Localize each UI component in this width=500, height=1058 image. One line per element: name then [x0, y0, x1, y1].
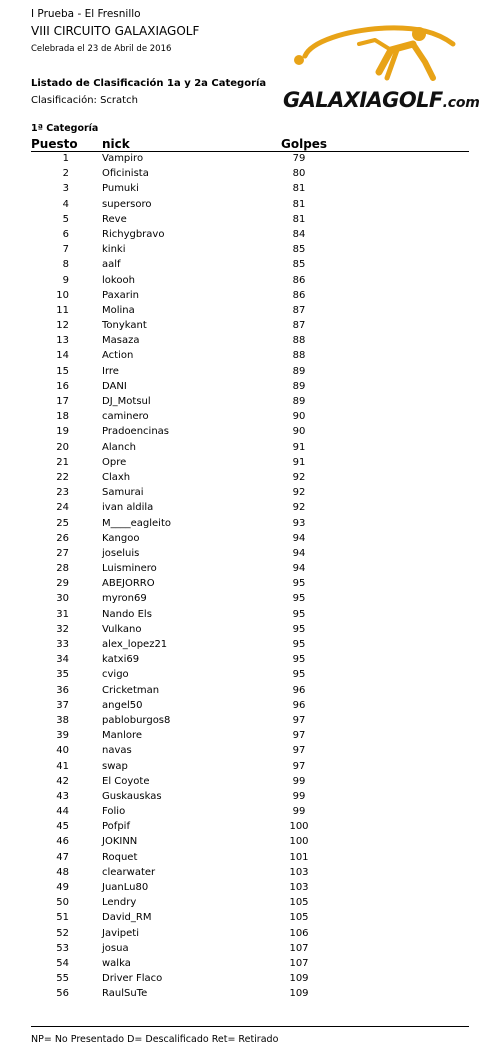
column-header-nick: nick [102, 137, 130, 151]
strokes-cell: 87 [292, 320, 306, 332]
position-cell: 11 [56, 304, 69, 316]
strokes-cell: 95 [292, 639, 306, 650]
nick-cell: Claxh [102, 471, 131, 483]
strokes-cell: 86 [292, 274, 306, 286]
listing-title: Listado de Clasificación 1a y 2a Categoría [31, 78, 267, 89]
table-row [0, 274, 500, 289]
position-cell: 28 [56, 563, 69, 575]
position-cell: 8 [62, 259, 69, 271]
position-cell: 33 [56, 639, 69, 650]
table-row [0, 653, 500, 668]
position-cell: 26 [56, 532, 69, 544]
table-row [0, 592, 500, 607]
table-row [0, 258, 500, 273]
table-row [0, 471, 500, 486]
nick-cell: Manlore [102, 730, 143, 742]
strokes-cell: 81 [292, 198, 306, 210]
golfer-swing-icon [275, 14, 485, 94]
position-cell: 48 [56, 866, 69, 878]
nick-cell: Richygbravo [102, 228, 165, 240]
table-row [0, 198, 500, 213]
nick-cell: cvigo [102, 669, 129, 681]
nick-cell: Vampiro [102, 153, 144, 164]
position-cell: 47 [56, 851, 69, 863]
strokes-cell: 91 [292, 441, 306, 453]
strokes-cell: 103 [289, 866, 309, 878]
position-cell: 9 [62, 274, 69, 286]
strokes-cell: 95 [292, 654, 306, 666]
position-cell: 10 [56, 289, 69, 301]
table-row [0, 775, 500, 790]
table-row [0, 441, 500, 456]
table-row [0, 167, 500, 182]
nick-cell: Molina [102, 304, 135, 316]
strokes-cell: 80 [292, 168, 306, 180]
table-row [0, 395, 500, 410]
table-row [0, 820, 500, 835]
position-cell: 25 [56, 517, 69, 529]
position-cell: 51 [56, 912, 69, 924]
position-cell: 38 [56, 714, 69, 726]
nick-cell: Samurai [102, 487, 144, 499]
position-cell: 2 [62, 168, 69, 180]
table-row [0, 866, 500, 881]
strokes-cell: 105 [289, 912, 309, 924]
table-row [0, 334, 500, 349]
strokes-cell: 90 [292, 426, 306, 438]
galaxiagolf-logo [275, 14, 485, 114]
strokes-cell: 92 [292, 487, 306, 499]
strokes-cell: 89 [292, 380, 306, 392]
strokes-cell: 88 [292, 350, 306, 362]
position-cell: 30 [56, 593, 69, 605]
table-row [0, 243, 500, 258]
strokes-cell: 95 [292, 593, 306, 605]
nick-cell: Vulkano [102, 623, 142, 635]
table-row [0, 517, 500, 532]
strokes-cell: 106 [289, 927, 309, 939]
position-cell: 49 [56, 882, 69, 893]
table-row [0, 623, 500, 638]
column-header-strokes: Golpes [281, 137, 328, 151]
nick-cell: angel50 [102, 699, 143, 711]
strokes-cell: 81 [292, 213, 306, 225]
column-header-position: Puesto [31, 137, 78, 151]
nick-cell: Kangoo [102, 532, 140, 544]
strokes-cell: 94 [292, 563, 306, 575]
table-row [0, 835, 500, 850]
strokes-cell: 94 [292, 532, 306, 544]
strokes-cell: 107 [289, 957, 309, 969]
event-date: Celebrada el 23 de Abril de 2016 [31, 44, 172, 54]
table-row [0, 972, 500, 987]
nick-cell: Reve [102, 213, 127, 225]
strokes-cell: 96 [292, 684, 306, 696]
nick-cell: M____eagleito [102, 517, 172, 529]
nick-cell: joseluis [102, 547, 140, 559]
table-row [0, 760, 500, 775]
strokes-cell: 97 [292, 760, 306, 772]
table-row [0, 289, 500, 304]
nick-cell: David_RM [102, 912, 152, 924]
position-cell: 16 [56, 380, 69, 392]
position-cell: 36 [56, 684, 69, 696]
nick-cell: JOKINN [102, 836, 138, 848]
nick-cell: DJ_Motsul [102, 396, 151, 407]
strokes-cell: 95 [292, 608, 306, 620]
strokes-cell: 94 [292, 547, 306, 559]
position-cell: 45 [56, 821, 69, 833]
table-row [0, 456, 500, 471]
position-cell: 27 [56, 547, 69, 559]
nick-cell: navas [102, 745, 132, 757]
position-cell: 3 [62, 183, 69, 195]
position-cell: 4 [62, 198, 69, 210]
position-cell: 40 [56, 745, 69, 757]
nick-cell: kinki [102, 244, 126, 256]
strokes-cell: 100 [289, 836, 309, 848]
nick-cell: ivan aldila [102, 502, 154, 514]
table-row [0, 881, 500, 896]
position-cell: 35 [56, 669, 69, 681]
strokes-cell: 90 [292, 411, 306, 423]
position-cell: 55 [56, 973, 69, 985]
position-cell: 21 [56, 456, 69, 468]
table-row [0, 699, 500, 714]
table-row [0, 349, 500, 364]
strokes-cell: 95 [292, 623, 306, 635]
table-row [0, 213, 500, 228]
nick-cell: El Coyote [102, 775, 150, 787]
position-cell: 56 [56, 988, 69, 1000]
strokes-cell: 84 [292, 228, 306, 240]
table-row [0, 957, 500, 972]
strokes-cell: 97 [292, 745, 306, 757]
position-cell: 54 [56, 957, 69, 969]
strokes-cell: 109 [289, 973, 309, 985]
nick-cell: Opre [102, 456, 127, 468]
strokes-cell: 89 [292, 365, 306, 377]
nick-cell: caminero [102, 411, 149, 423]
strokes-cell: 96 [292, 699, 306, 711]
table-row [0, 927, 500, 942]
nick-cell: Javipeti [102, 927, 139, 939]
nick-cell: Guskauskas [102, 790, 162, 802]
table-row [0, 425, 500, 440]
strokes-cell: 105 [289, 897, 309, 909]
nick-cell: Action [102, 350, 134, 362]
strokes-cell: 88 [292, 335, 306, 347]
nick-cell: aalf [102, 259, 121, 271]
legend: NP= No Presentado D= Descalificado Ret= Retirado [31, 1034, 279, 1045]
strokes-cell: 109 [289, 988, 309, 1000]
table-row [0, 410, 500, 425]
position-cell: 15 [56, 365, 69, 377]
footer-divider [31, 1026, 469, 1027]
nick-cell: Cricketman [102, 684, 160, 696]
classification-table [0, 152, 500, 1003]
nick-cell: Tonykant [102, 320, 147, 332]
nick-cell: Paxarin [102, 289, 139, 301]
position-cell: 31 [56, 608, 69, 620]
nick-cell: josua [102, 942, 129, 954]
table-row [0, 896, 500, 911]
table-row [0, 638, 500, 653]
position-cell: 44 [56, 806, 69, 818]
position-cell: 18 [56, 411, 69, 423]
table-row [0, 851, 500, 866]
table-row [0, 562, 500, 577]
table-row [0, 486, 500, 501]
table-row [0, 380, 500, 395]
strokes-cell: 93 [292, 517, 306, 529]
nick-cell: Irre [102, 365, 119, 377]
strokes-cell: 91 [292, 456, 306, 468]
nick-cell: Oficinista [102, 168, 149, 180]
classification-type: Clasificación: Scratch [31, 95, 138, 106]
strokes-cell: 86 [292, 289, 306, 301]
nick-cell: JuanLu80 [102, 882, 149, 893]
strokes-cell: 99 [292, 806, 306, 818]
position-cell: 5 [62, 213, 69, 225]
event-name: I Prueba - El Fresnillo [31, 8, 141, 20]
nick-cell: supersoro [102, 198, 152, 210]
table-row [0, 152, 500, 167]
position-cell: 46 [56, 836, 69, 848]
table-row [0, 942, 500, 957]
table-row [0, 365, 500, 380]
table-row [0, 319, 500, 334]
table-row [0, 790, 500, 805]
nick-cell: clearwater [102, 866, 156, 878]
nick-cell: katxi69 [102, 654, 140, 666]
table-row [0, 228, 500, 243]
nick-cell: myron69 [102, 593, 147, 605]
position-cell: 20 [56, 441, 69, 453]
nick-cell: Pofpif [102, 821, 130, 833]
nick-cell: Nando Els [102, 608, 152, 620]
position-cell: 7 [62, 244, 69, 256]
strokes-cell: 89 [292, 396, 306, 407]
nick-cell: Pumuki [102, 183, 139, 195]
strokes-cell: 85 [292, 244, 306, 256]
nick-cell: Luisminero [102, 563, 157, 575]
position-cell: 37 [56, 699, 69, 711]
strokes-cell: 92 [292, 471, 306, 483]
table-row [0, 714, 500, 729]
strokes-cell: 107 [289, 942, 309, 954]
table-row [0, 744, 500, 759]
position-cell: 13 [56, 335, 69, 347]
circuit-title: VIII CIRCUITO GALAXIAGOLF [31, 24, 200, 38]
table-row [0, 501, 500, 516]
table-row [0, 608, 500, 623]
nick-cell: Pradoencinas [102, 426, 170, 438]
strokes-cell: 85 [292, 259, 306, 271]
nick-cell: Folio [102, 806, 126, 818]
position-cell: 12 [56, 320, 69, 332]
table-row [0, 911, 500, 926]
nick-cell: Lendry [102, 897, 137, 909]
strokes-cell: 100 [289, 821, 309, 833]
position-cell: 52 [56, 927, 69, 939]
position-cell: 53 [56, 942, 69, 954]
logo-wordmark: GALAXIAGOLF.com [283, 88, 480, 112]
nick-cell: pabloburgos8 [102, 714, 171, 726]
strokes-cell: 95 [292, 669, 306, 681]
position-cell: 6 [62, 228, 69, 240]
nick-cell: Masaza [102, 335, 140, 347]
nick-cell: ABEJORRO [102, 578, 155, 590]
table-row [0, 987, 500, 1002]
strokes-cell: 99 [292, 790, 306, 802]
table-row [0, 805, 500, 820]
strokes-cell: 97 [292, 714, 306, 726]
position-cell: 41 [56, 760, 69, 772]
strokes-cell: 99 [292, 775, 306, 787]
position-cell: 50 [56, 897, 69, 909]
position-cell: 42 [56, 775, 69, 787]
strokes-cell: 97 [292, 730, 306, 742]
nick-cell: Roquet [102, 851, 138, 863]
nick-cell: lokooh [102, 274, 135, 286]
nick-cell: swap [102, 760, 128, 772]
table-row [0, 547, 500, 562]
position-cell: 23 [56, 487, 69, 499]
nick-cell: Alanch [102, 441, 136, 453]
position-cell: 24 [56, 502, 69, 514]
position-cell: 32 [56, 623, 69, 635]
position-cell: 1 [62, 153, 69, 164]
position-cell: 39 [56, 730, 69, 742]
table-row [0, 668, 500, 683]
position-cell: 43 [56, 790, 69, 802]
strokes-cell: 79 [292, 153, 306, 164]
table-row [0, 684, 500, 699]
position-cell: 22 [56, 471, 69, 483]
table-row [0, 577, 500, 592]
strokes-cell: 81 [292, 183, 306, 195]
strokes-cell: 101 [289, 851, 309, 863]
strokes-cell: 103 [289, 882, 309, 893]
position-cell: 14 [56, 350, 69, 362]
nick-cell: alex_lopez21 [102, 639, 168, 650]
category-label: 1ª Categoría [31, 123, 99, 134]
position-cell: 29 [56, 578, 69, 590]
strokes-cell: 95 [292, 578, 306, 590]
position-cell: 17 [56, 396, 69, 407]
strokes-cell: 87 [292, 304, 306, 316]
table-row [0, 304, 500, 319]
position-cell: 34 [56, 654, 69, 666]
table-row [0, 532, 500, 547]
nick-cell: DANI [102, 380, 127, 392]
position-cell: 19 [56, 426, 69, 438]
table-row [0, 182, 500, 197]
strokes-cell: 92 [292, 502, 306, 514]
nick-cell: Driver Flaco [102, 973, 163, 985]
table-row [0, 729, 500, 744]
nick-cell: walka [102, 957, 131, 969]
nick-cell: RaulSuTe [102, 988, 148, 1000]
